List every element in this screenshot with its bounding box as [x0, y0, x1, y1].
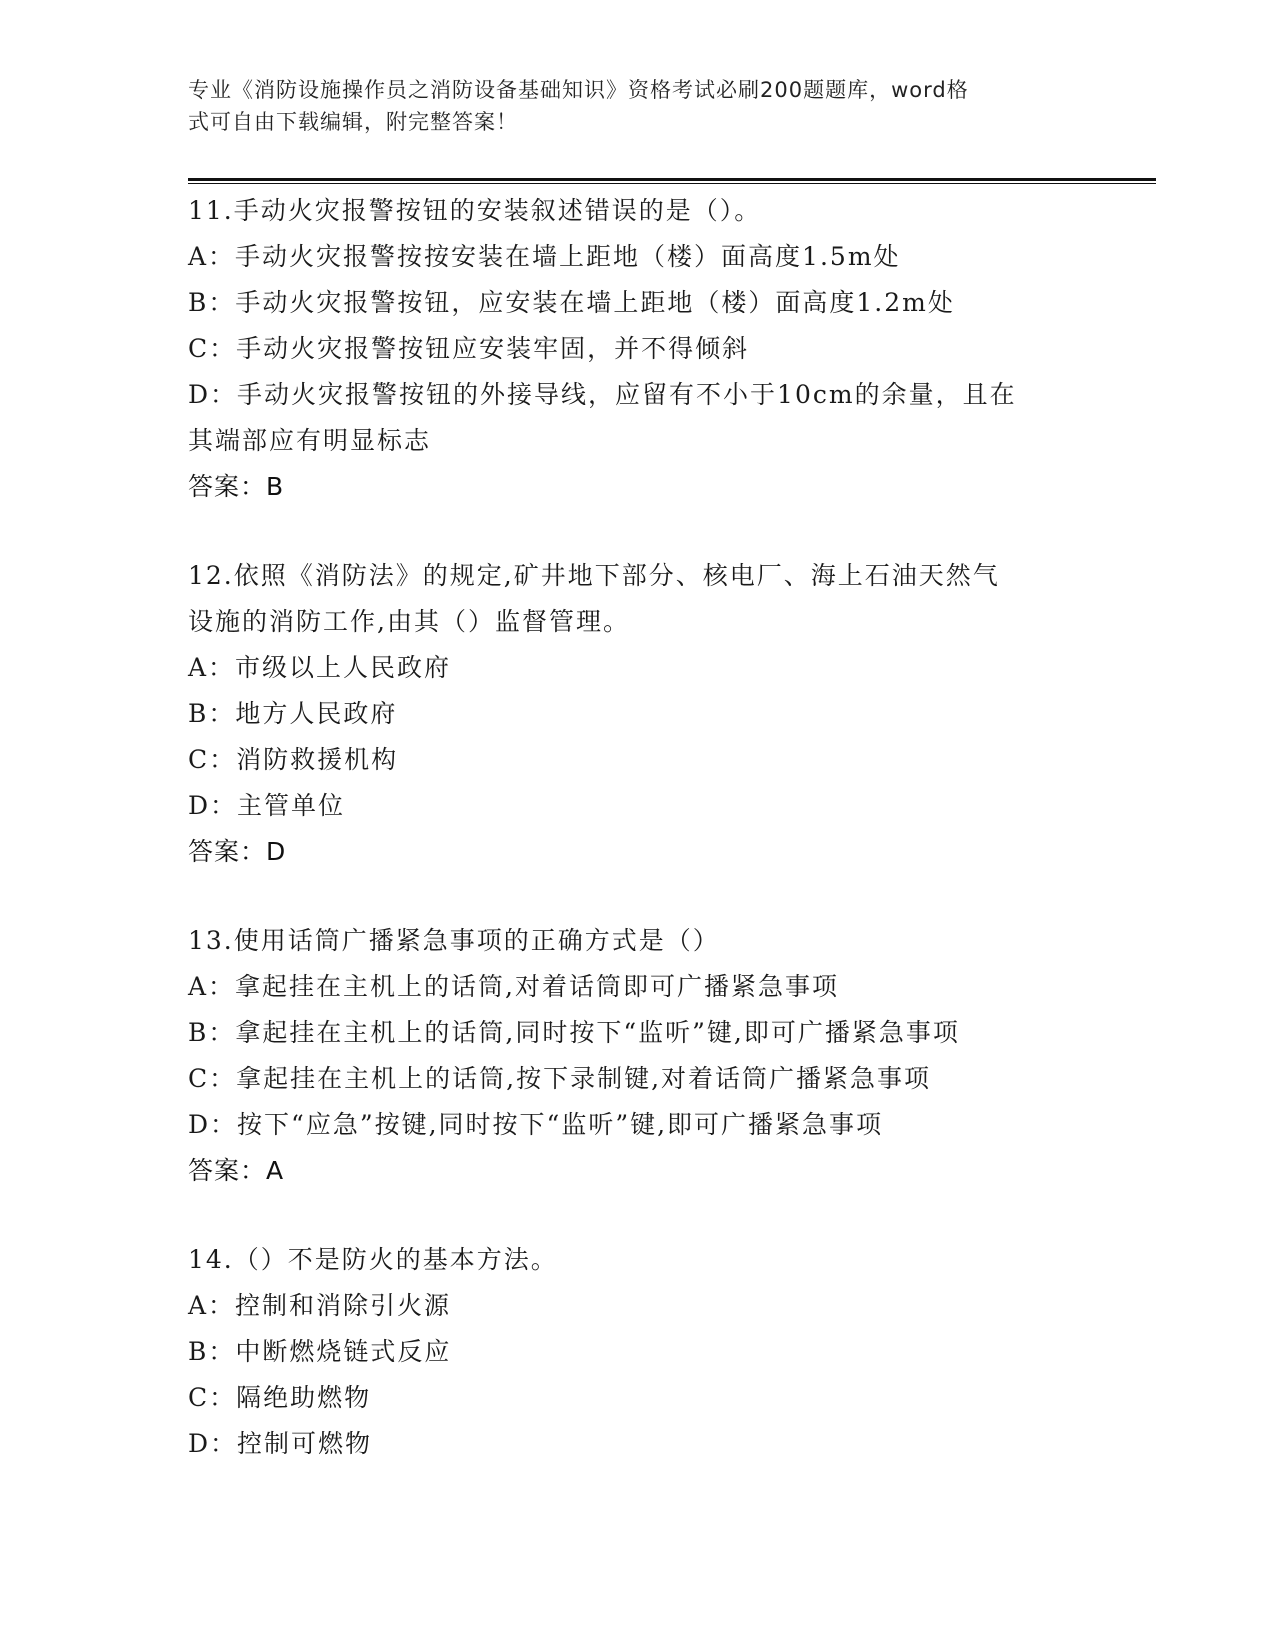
- header-divider-thick: [188, 178, 1156, 181]
- header-divider-thin: [188, 183, 1156, 184]
- option-a: A：手动火灾报警按按安装在墙上距地（楼）面高度1.5m处: [188, 242, 901, 271]
- document-header: [188, 74, 1078, 138]
- option-c: C：手动火灾报警按钮应安装牢固，并不得倾斜: [188, 334, 750, 363]
- question-12: [188, 553, 1088, 875]
- option-b: B：手动火灾报警按钮，应安装在墙上距地（楼）面高度1.2m处: [188, 288, 955, 317]
- option-b: B：拿起挂在主机上的话筒,同时按下“监听”键,即可广播紧急事项: [188, 1018, 960, 1047]
- question-13: [188, 918, 1088, 1194]
- question-stem: 14.（）不是防火的基本方法。: [188, 1245, 558, 1274]
- answer-label: 答案：B: [188, 472, 285, 501]
- answer-label: 答案：D: [188, 837, 287, 866]
- option-d-continued: 其端部应有明显标志: [188, 426, 432, 455]
- question-stem: 12.依照《消防法》的规定,矿井地下部分、核电厂、海上石油天然气: [188, 561, 1000, 590]
- option-c: C：隔绝助燃物: [188, 1383, 372, 1412]
- option-d: D：按下“应急”按键,同时按下“监听”键,即可广播紧急事项: [188, 1110, 884, 1139]
- answer-label: 答案：A: [188, 1156, 285, 1185]
- option-c: C：拿起挂在主机上的话筒,按下录制键,对着话筒广播紧急事项: [188, 1064, 932, 1093]
- question-14: [188, 1237, 1088, 1467]
- option-b: B：地方人民政府: [188, 699, 398, 728]
- question-11: [188, 188, 1088, 510]
- header-line-2: 式可自由下载编辑，附完整答案！: [188, 110, 518, 134]
- question-stem: 13.使用话筒广播紧急事项的正确方式是（）: [188, 926, 720, 955]
- option-c: C：消防救援机构: [188, 745, 399, 774]
- option-d: D：控制可燃物: [188, 1429, 373, 1458]
- question-stem: 11.手动火灾报警按钮的安装叙述错误的是（）。: [188, 196, 762, 225]
- option-a: A：拿起挂在主机上的话筒,对着话筒即可广播紧急事项: [188, 972, 840, 1001]
- question-stem-continued: 设施的消防工作,由其（）监督管理。: [188, 607, 630, 636]
- header-line-1: 专业《消防设施操作员之消防设备基础知识》资格考试必刷200题题库，word格: [188, 78, 969, 102]
- option-d: D：手动火灾报警按钮的外接导线，应留有不小于10cm的余量，且在: [188, 380, 1017, 409]
- option-a: A：控制和消除引火源: [188, 1291, 452, 1320]
- option-d: D：主管单位: [188, 791, 346, 820]
- option-b: B：中断燃烧链式反应: [188, 1337, 452, 1366]
- option-a: A：市级以上人民政府: [188, 653, 452, 682]
- question-list: [188, 188, 1088, 1510]
